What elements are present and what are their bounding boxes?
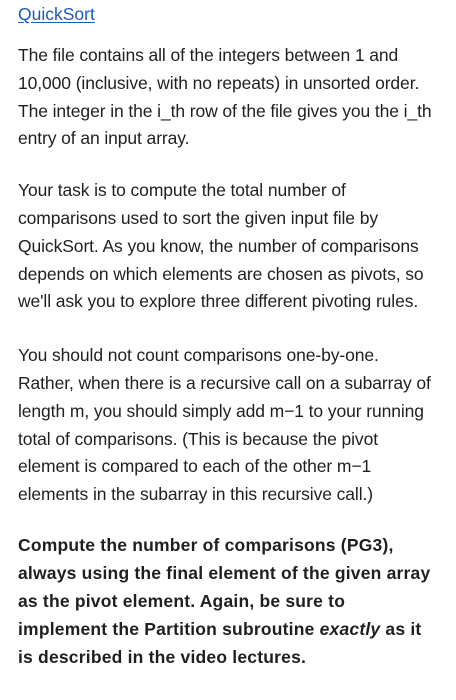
quicksort-title-link[interactable]: QuickSort bbox=[18, 4, 95, 24]
pivot-instruction-paragraph bbox=[18, 531, 438, 671]
instruction-text-end: as it is described in the video lectures. bbox=[18, 618, 422, 667]
instruction-text-start: Compute the number of comparisons (PG3), always using the final element of the given array as the pivot element. Again, be sure to implement the Partition subroutine bbox=[18, 534, 431, 639]
file-description-paragraph: The file contains all of the integers between 1 and 10,000 (inclusive, with no repeats) in unsorted order. The integer in the i_th row of the file gives you the i_th entry of an input array. bbox=[18, 45, 432, 149]
task-description-paragraph: Your task is to compute the total number of comparisons used to sort the given input file by QuickSort. As you know, the number of comparisons depends on which elements are chosen as pivots, so we'll ask you to explore three different pivoting rules. bbox=[18, 180, 424, 312]
counting-rule-paragraph: You should not count comparisons one-by-one. Rather, when there is a recursive call on a subarray of length m, you should simply add m−1 to your running total of comparisons. (This is because the pivot element is compared to each of the other m−1 elements in the subarray in this recursive call.) bbox=[18, 345, 431, 505]
content-area bbox=[18, 0, 438, 671]
instruction-emphasis: exactly bbox=[319, 618, 381, 639]
